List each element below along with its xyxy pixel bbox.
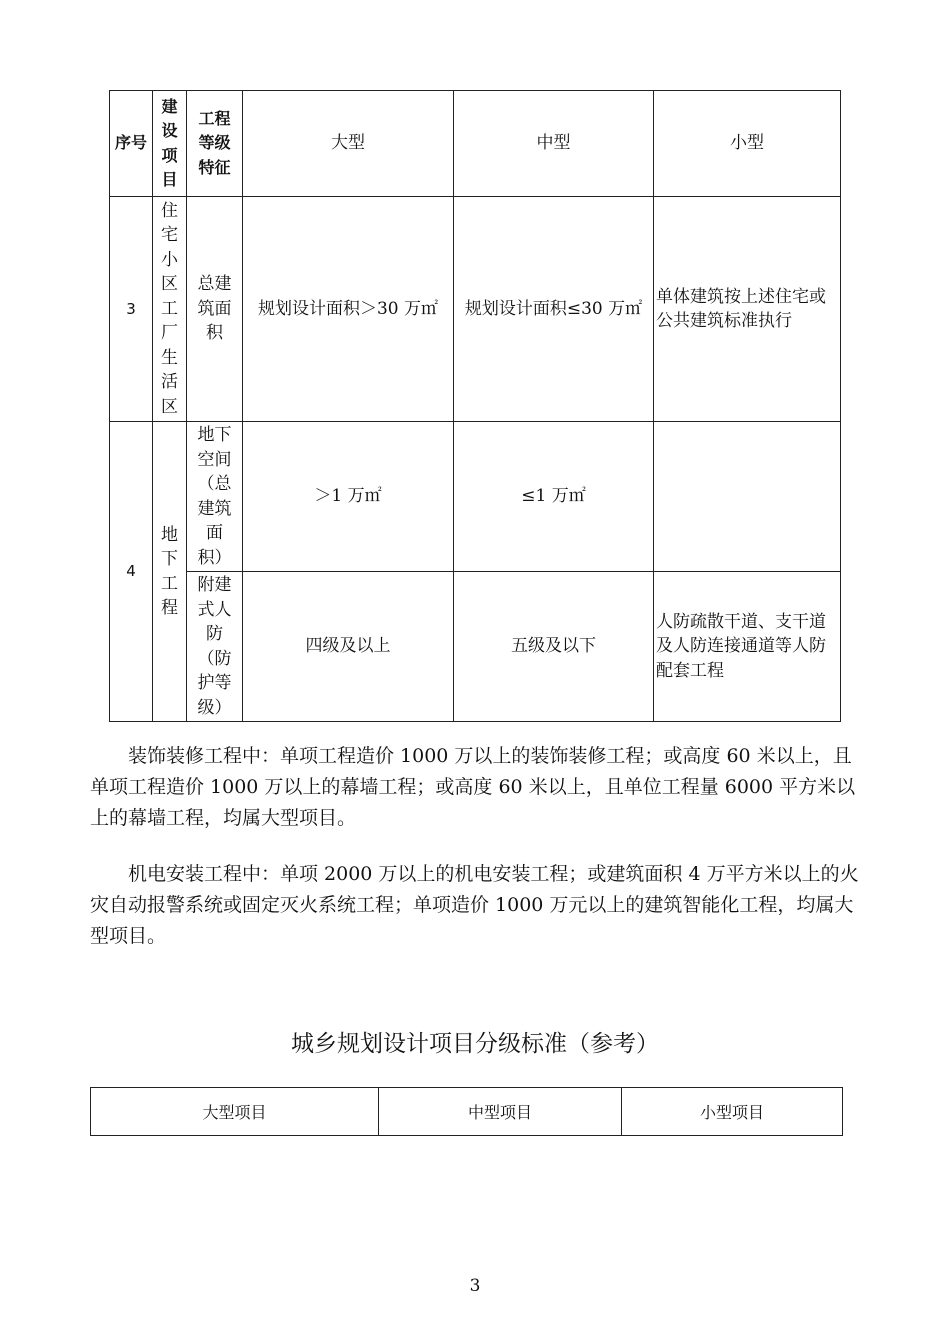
row4-project: 地下工程 (153, 422, 187, 722)
header-large-project: 大型项目 (91, 1088, 379, 1136)
project-grade-table (109, 90, 841, 722)
header-index: 序号 (110, 91, 153, 197)
table-row (110, 422, 841, 572)
row4-sub2-small: 人防疏散干道、支干道及人防连接通道等人防配套工程 (654, 572, 841, 722)
header-medium-project: 中型项目 (379, 1088, 622, 1136)
planning-grade-table (90, 1087, 843, 1136)
row4-index: 4 (110, 422, 153, 722)
row3-medium: 规划设计面积≤30 万㎡ (454, 197, 654, 422)
row3-small: 单体建筑按上述住宅或公共建筑标准执行 (654, 197, 841, 422)
row4-sub2-feature: 附建式人防（防护等级） (187, 572, 243, 722)
row4-sub1-large: ＞1 万㎡ (243, 422, 454, 572)
row4-sub1-feature: 地下空间（总建筑面积） (187, 422, 243, 572)
table-header-row (91, 1088, 843, 1136)
header-large: 大型 (243, 91, 454, 197)
row4-sub1-medium: ≤1 万㎡ (454, 422, 654, 572)
row4-sub2-medium: 五级及以下 (454, 572, 654, 722)
section-title: 城乡规划设计项目分级标准（参考） (291, 1031, 659, 1057)
header-small-project: 小型项目 (622, 1088, 843, 1136)
header-project: 建设项目 (153, 91, 187, 197)
row3-project: 住宅小区工厂生活区 (153, 197, 187, 422)
row3-feature: 总建筑面积 (187, 197, 243, 422)
header-small: 小型 (654, 91, 841, 197)
row3-index: 3 (110, 197, 153, 422)
paragraph-decoration: 装饰装修工程中：单项工程造价 1000 万以上的装饰装修工程；或高度 60 米以上，且单项工程造价 1000 万以上的幕墙工程；或高度 60 米以上，且单位工程量 6000 平方米以上的幕墙工程，均属大型项目。 (90, 745, 856, 829)
header-medium: 中型 (454, 91, 654, 197)
header-feature: 工程等级特征 (187, 91, 243, 197)
row3-large: 规划设计面积＞30 万㎡ (243, 197, 454, 422)
page-number: 3 (469, 1276, 481, 1296)
table-header-row (110, 91, 841, 197)
table-row (110, 197, 841, 422)
table-row (110, 572, 841, 722)
row4-sub1-small (654, 422, 841, 572)
paragraph-electromechanical: 机电安装工程中：单项 2000 万以上的机电安装工程；或建筑面积 4 万平方米以上的火灾自动报警系统或固定灭火系统工程；单项造价 1000 万元以上的建筑智能化工程，均属大型项目。 (90, 863, 859, 947)
row4-sub2-large: 四级及以上 (243, 572, 454, 722)
